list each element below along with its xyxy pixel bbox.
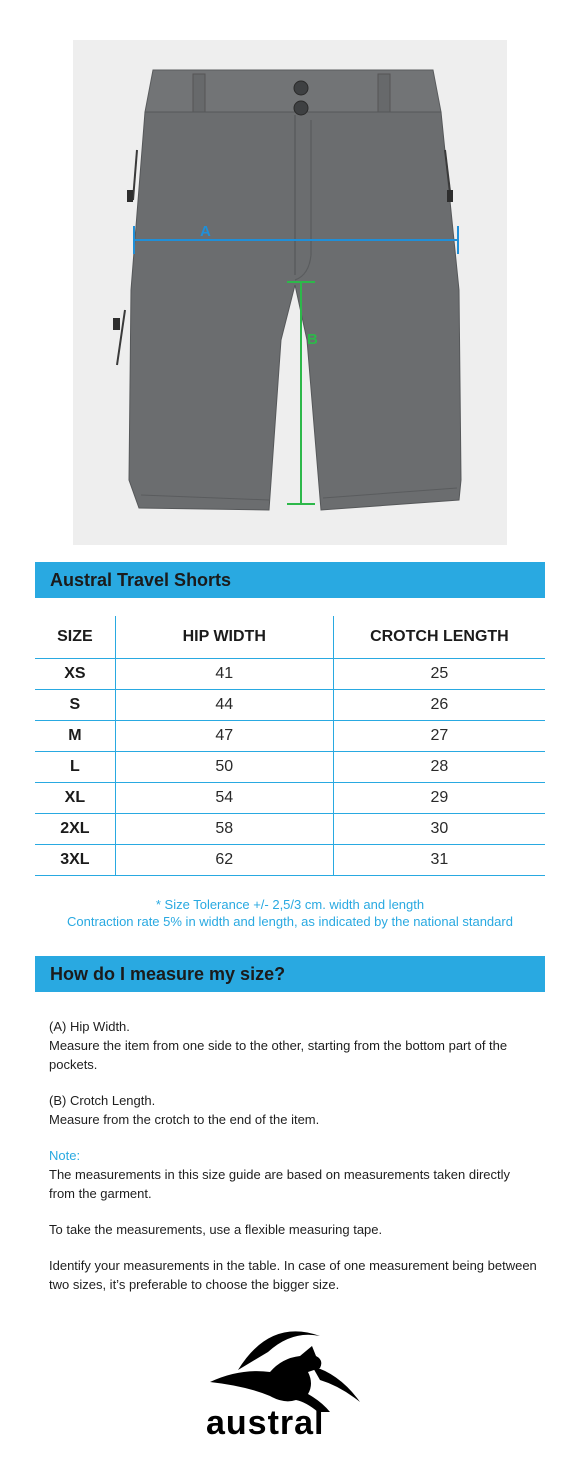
- note-text-1: The measurements in this size guide are based on measurements taken directly from the garment.: [49, 1167, 511, 1201]
- austral-logo: [200, 1322, 380, 1447]
- hip-width-cell: 47: [115, 721, 333, 752]
- crotch-length-heading: (B) Crotch Length.: [49, 1093, 156, 1108]
- note-label: Note:: [49, 1148, 81, 1163]
- crotch-length-cell: 31: [333, 845, 545, 876]
- hip-width-cell: 41: [115, 659, 333, 690]
- size-cell: 2XL: [35, 814, 115, 845]
- crotch-length-text: Measure from the crotch to the end of the item.: [49, 1112, 320, 1127]
- size-chart-title: Austral Travel Shorts: [35, 562, 545, 598]
- table-row: [35, 659, 545, 690]
- tolerance-note: * Size Tolerance +/- 2,5/3 cm. width and length: [155, 897, 425, 912]
- size-table: [35, 616, 545, 876]
- table-row: [35, 721, 545, 752]
- column-header-size: SIZE: [35, 616, 115, 659]
- howto-title: How do I measure my size?: [35, 956, 545, 992]
- shorts-illustration: [73, 40, 507, 545]
- hip-width-cell: 62: [115, 845, 333, 876]
- hip-width-cell: 54: [115, 783, 333, 814]
- table-header-row: [35, 616, 545, 659]
- svg-text:austral: austral: [206, 1404, 325, 1442]
- product-photo: [73, 40, 507, 545]
- contraction-note: Contraction rate 5% in width and length, as indicated by the national standard: [67, 914, 513, 929]
- hip-width-cell: 50: [115, 752, 333, 783]
- crotch-length-cell: 26: [333, 690, 545, 721]
- size-cell: L: [35, 752, 115, 783]
- size-cell: S: [35, 690, 115, 721]
- table-row: [35, 845, 545, 876]
- crotch-length-cell: 28: [333, 752, 545, 783]
- size-cell: M: [35, 721, 115, 752]
- size-cell: XS: [35, 659, 115, 690]
- hip-width-cell: 44: [115, 690, 333, 721]
- size-cell: 3XL: [35, 845, 115, 876]
- tolerance-notes: [0, 896, 580, 930]
- size-cell: XL: [35, 783, 115, 814]
- hip-width-text: Measure the item from one side to the other, starting from the bottom part of the pockets.: [49, 1038, 508, 1072]
- table-row: [35, 752, 545, 783]
- marker-a-label: A: [200, 223, 211, 240]
- hip-width-cell: 58: [115, 814, 333, 845]
- column-header-hip-width: HIP WIDTH: [115, 616, 333, 659]
- column-header-crotch-length: CROTCH LENGTH: [333, 616, 545, 659]
- note-text-3: Identify your measurements in the table. In case of one measurement being between two sizes, it’s preferable to choose the bigger size.: [49, 1258, 537, 1292]
- note-text-2: To take the measurements, use a flexible measuring tape.: [49, 1222, 383, 1237]
- crotch-length-cell: 27: [333, 721, 545, 752]
- table-row: [35, 814, 545, 845]
- table-row: [35, 783, 545, 814]
- hip-width-heading: (A) Hip Width.: [49, 1019, 130, 1034]
- crotch-length-cell: 30: [333, 814, 545, 845]
- table-row: [35, 690, 545, 721]
- kangaroo-logo-icon: [200, 1322, 380, 1442]
- crotch-length-cell: 29: [333, 783, 545, 814]
- marker-b-label: B: [307, 331, 318, 348]
- crotch-length-cell: 25: [333, 659, 545, 690]
- measure-instructions: [49, 1017, 539, 1294]
